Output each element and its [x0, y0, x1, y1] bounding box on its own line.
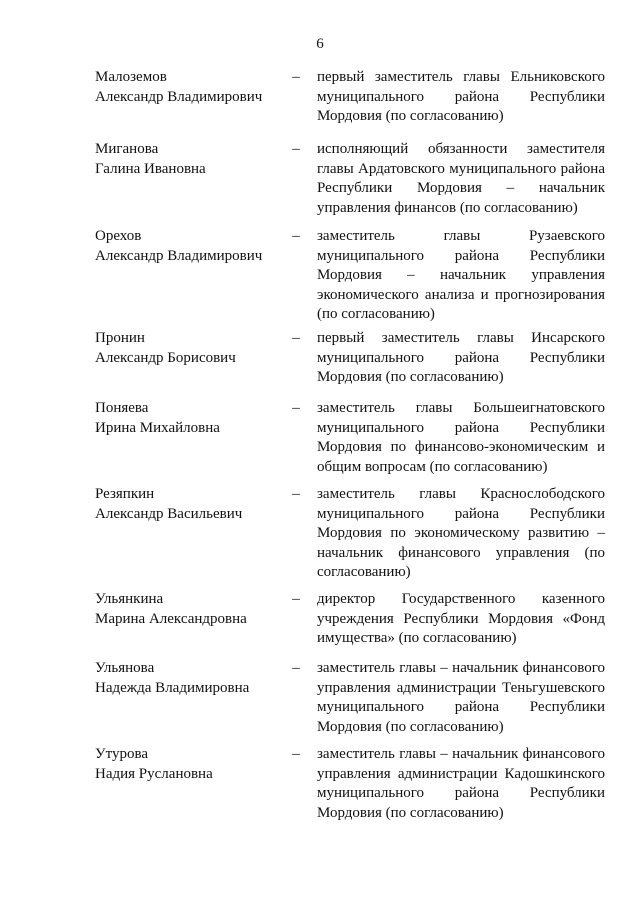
person-position: исполняющий обязанности заместителя главы Ардатовского муниципального района Республики Мордовия – начальник управления финансов (по согласованию) [317, 141, 605, 216]
person-surname: Малоземов [95, 69, 167, 85]
person-surname: Ульянова [95, 660, 155, 676]
person-name [95, 659, 285, 698]
person-position: первый заместитель главы Инсарского муниципального района Республики Мордовия (по согласованию) [317, 330, 605, 385]
person-given-names: Ирина Михайловна [95, 419, 220, 436]
person-position: заместитель главы – начальник финансового управления администрации Теньгушевского муниципального района Республики Мордовия (по согласованию) [317, 660, 605, 735]
person-surname: Ульянкина [95, 591, 164, 607]
person-name [95, 745, 285, 784]
person-surname: Пронин [95, 330, 145, 346]
person-position: заместитель главы Краснослободского муниципального района Республики Мордовия по экономическому развитию – начальник финансового управления (по согласованию) [317, 486, 605, 580]
dash-separator: – [292, 486, 300, 502]
person-position: заместитель главы – начальник финансового управления администрации Кадошкинского муниципального района Республики Мордовия (по согласованию) [317, 746, 605, 821]
dash-separator: – [292, 660, 300, 676]
person-position: заместитель главы Рузаевского муниципального района Республики Мордовия – начальник управления экономического анализа и прогнозирования (по согласованию) [317, 228, 605, 322]
person-given-names: Александр Васильевич [95, 505, 243, 522]
person-given-names: Марина Александровна [95, 610, 247, 627]
person-given-names: Надежда Владимировна [95, 679, 250, 696]
person-surname: Поняева [95, 400, 149, 416]
person-given-names: Александр Владимирович [95, 247, 263, 264]
person-given-names: Надия Руслановна [95, 765, 213, 782]
person-given-names: Александр Владимирович [95, 88, 263, 105]
dash-separator: – [292, 69, 300, 85]
person-name [95, 140, 285, 179]
person-name [95, 68, 285, 107]
person-surname: Миганова [95, 141, 159, 157]
person-surname: Резяпкин [95, 486, 155, 502]
dash-separator: – [292, 746, 300, 762]
person-name [95, 227, 285, 266]
person-name [95, 485, 285, 524]
person-name [95, 329, 285, 368]
person-position: заместитель главы Большеигнатовского муниципального района Республики Мордовия по финансово-экономическим и общим вопросам (по согласованию) [317, 400, 605, 475]
dash-separator: – [292, 591, 300, 607]
person-given-names: Галина Ивановна [95, 160, 206, 177]
person-name [95, 590, 285, 629]
dash-separator: – [292, 330, 300, 346]
page-number: 6 [316, 36, 324, 52]
person-surname: Утурова [95, 746, 149, 762]
person-given-names: Александр Борисович [95, 349, 236, 366]
dash-separator: – [292, 400, 300, 416]
dash-separator: – [292, 228, 300, 244]
person-position: директор Государственного казенного учреждения Республики Мордовия «Фонд имущества» (по согласованию) [317, 591, 605, 646]
person-position: первый заместитель главы Ельниковского муниципального района Республики Мордовия (по согласованию) [317, 69, 605, 124]
person-name [95, 399, 285, 438]
person-surname: Орехов [95, 228, 142, 244]
dash-separator: – [292, 141, 300, 157]
